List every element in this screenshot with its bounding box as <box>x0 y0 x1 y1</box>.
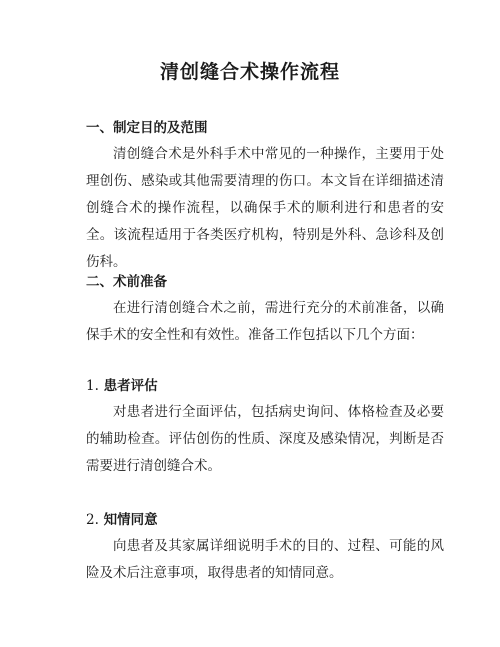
subsection-paragraph-patient-assessment: 对患者进行全面评估，包括病史询问、体格检查及必要的辅助检查。评估创伤的性质、深度及感染情况，判断是否需要进行清创缝合术。 <box>86 404 444 474</box>
subsection-heading-informed-consent <box>86 510 158 530</box>
subsection-paragraph-informed-consent: 向患者及其家属详细说明手术的目的、过程、可能的风险及术后注意事项，取得患者的知情同意。 <box>86 538 444 581</box>
subsection-heading-patient-assessment <box>86 376 158 396</box>
subsection-heading-text: 知情同意 <box>103 512 158 528</box>
subsection-number: 2. <box>86 512 99 528</box>
subsection-number: 1. <box>86 378 99 394</box>
section-heading-preop-prep: 二、术前准备 <box>86 274 167 290</box>
section-heading-purpose-scope: 一、制定目的及范围 <box>86 120 208 136</box>
document-title: 清创缝合术操作流程 <box>159 61 340 83</box>
section-paragraph-preop-prep: 在进行清创缝合术之前，需进行充分的术前准备，以确保手术的安全性和有效性。准备工作包括以下几个方面： <box>86 300 444 343</box>
subsection-heading-text: 患者评估 <box>103 378 158 394</box>
section-paragraph-purpose-scope: 清创缝合术是外科手术中常见的一种操作，主要用于处理创伤、感染或其他需要清理的伤口。本文旨在详细描述清创缝合术的操作流程，以确保手术的顺利进行和患者的安全。该流程适用于各类医疗机构，特别是外科、急诊科及创伤科。 <box>86 146 444 270</box>
